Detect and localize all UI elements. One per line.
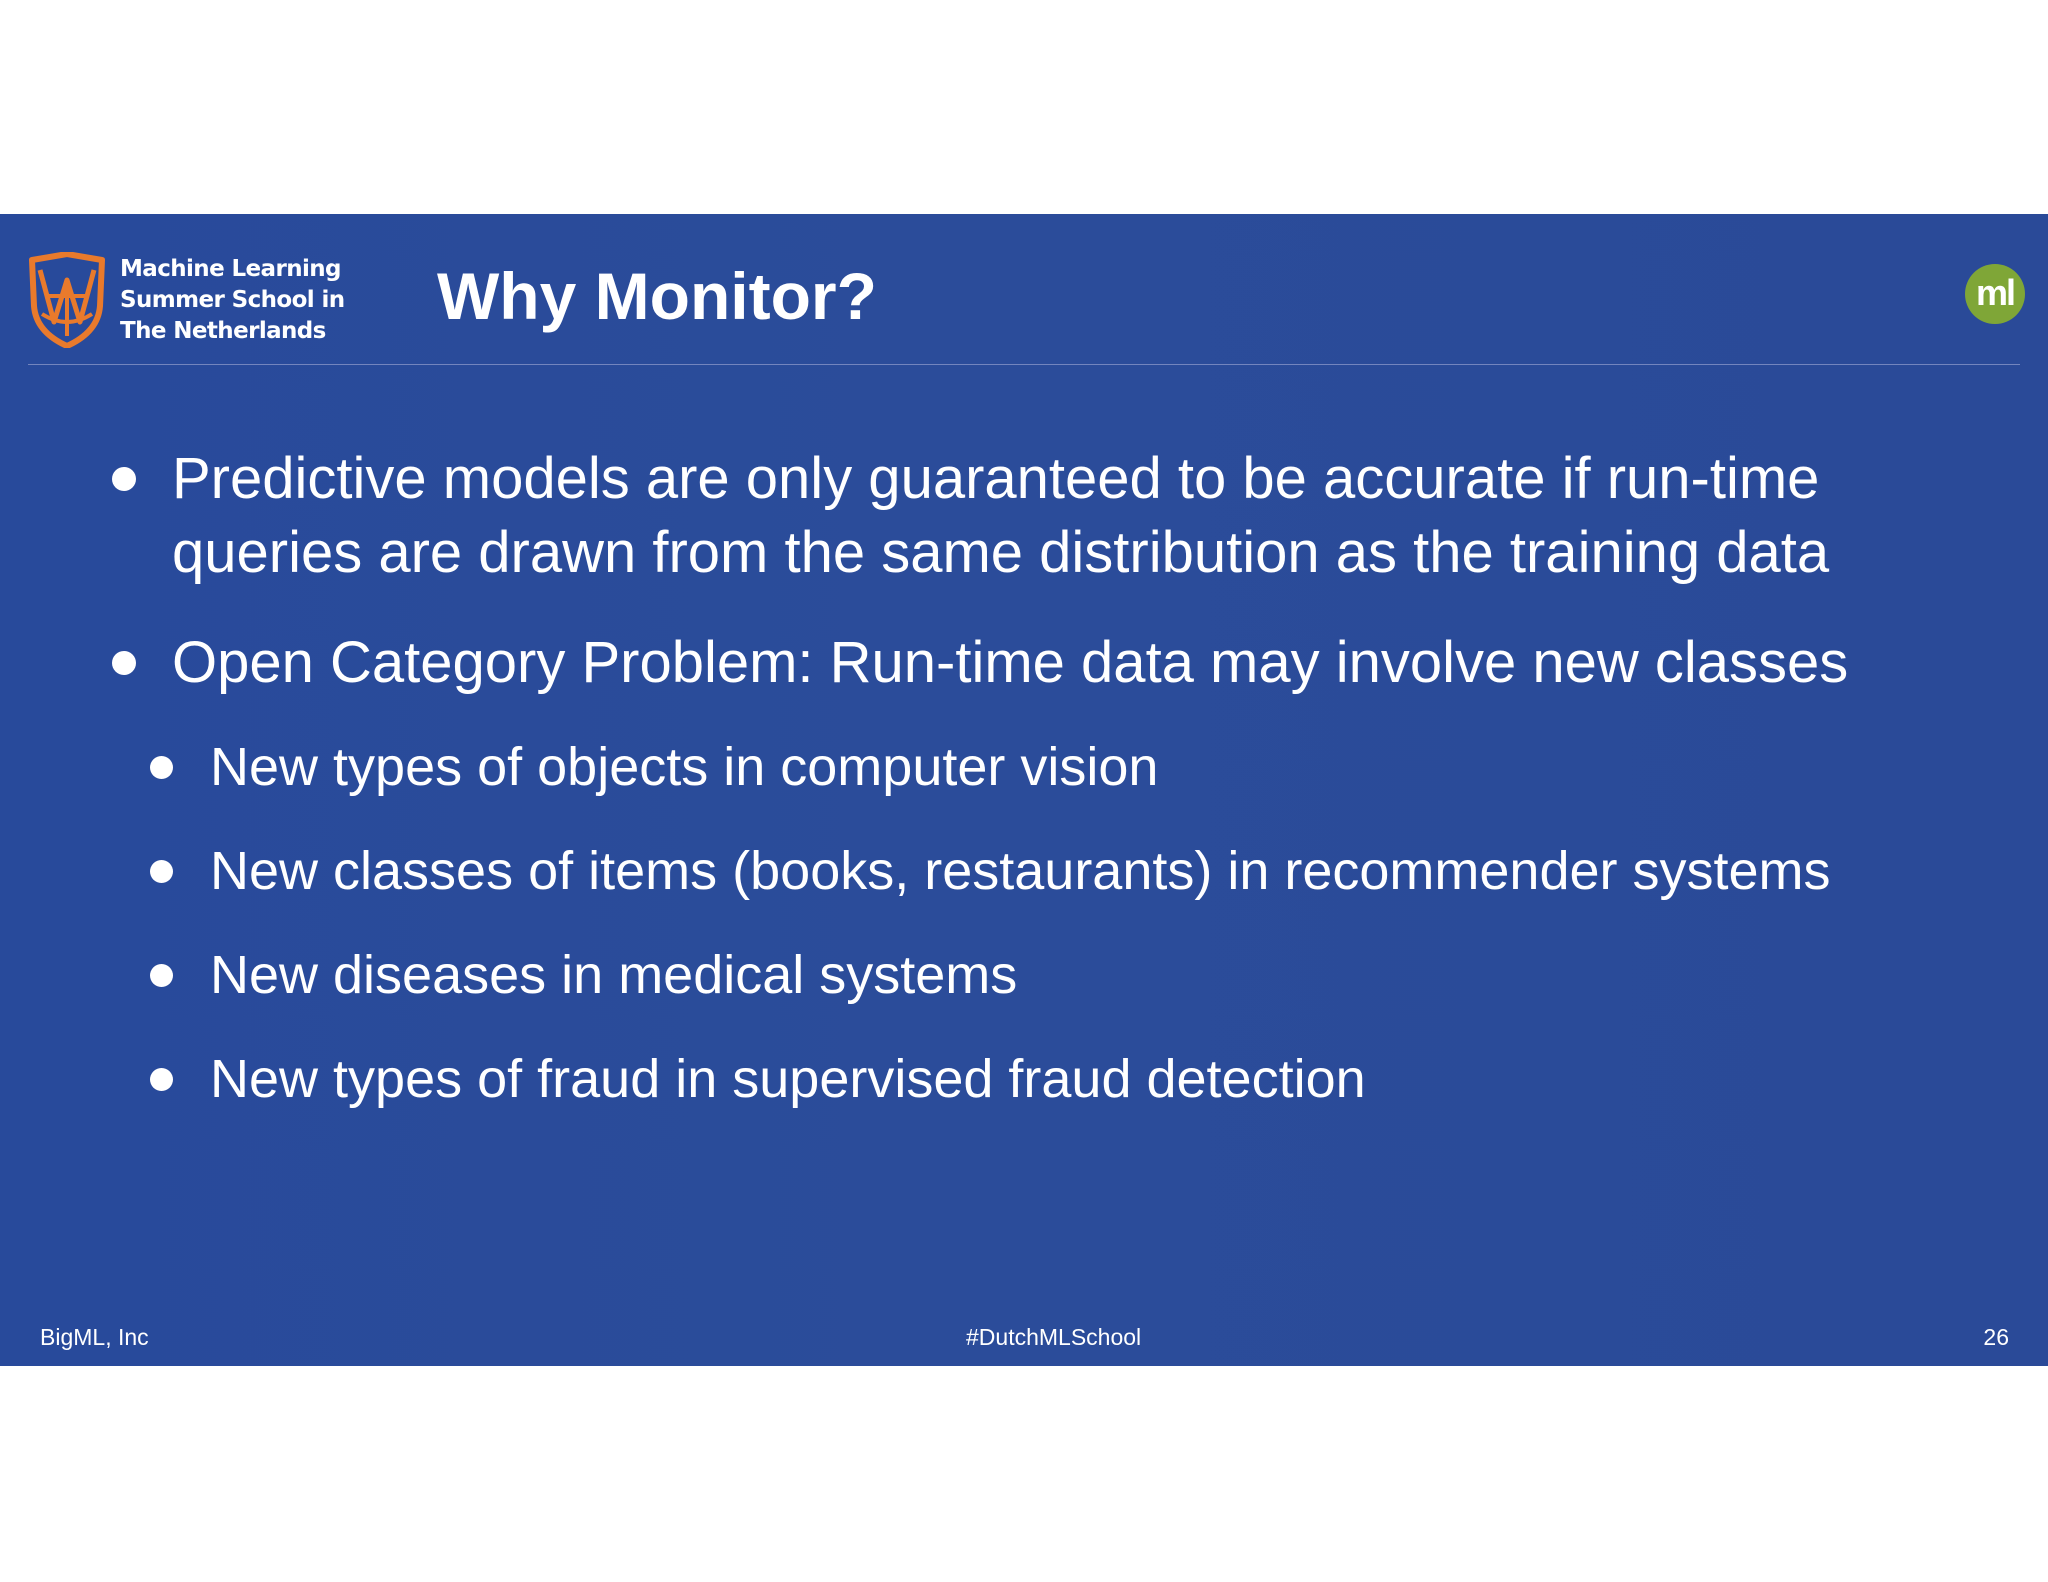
bullet-dot-icon	[150, 860, 173, 883]
bullet-item-continuation	[172, 516, 1829, 590]
bullet-text: New diseases in medical systems	[210, 945, 1018, 1005]
bullet-text: New classes of items (books, restaurants) in recommender systems	[210, 841, 1831, 901]
sub-bullet-item	[210, 1044, 1366, 1114]
logo-line-2: Summer School in	[120, 287, 345, 313]
sub-bullet-item	[210, 732, 1158, 802]
bullet-text: queries are drawn from the same distribution as the training data	[172, 520, 1830, 585]
sub-bullet-item	[210, 940, 1017, 1010]
logo-line-3: The Netherlands	[120, 318, 326, 344]
shield-logo-icon	[28, 252, 106, 348]
bullet-dot-icon	[150, 756, 173, 779]
footer-company: BigML, Inc	[40, 1324, 149, 1350]
bullet-dot-icon	[112, 651, 136, 675]
sub-bullet-item	[210, 836, 1831, 906]
bullet-dot-icon	[112, 467, 136, 491]
logo-text	[120, 254, 345, 347]
school-logo	[28, 252, 345, 352]
slide	[0, 214, 2048, 1366]
bullet-text: New types of objects in computer vision	[210, 737, 1159, 797]
logo-line-1: Machine Learning	[120, 256, 341, 282]
bullet-dot-icon	[150, 1068, 173, 1091]
bullet-item	[172, 442, 1819, 516]
bullet-dot-icon	[150, 964, 173, 987]
bullet-text: New types of fraud in supervised fraud detection	[210, 1049, 1366, 1109]
slide-title: Why Monitor?	[437, 259, 877, 333]
bullet-text: Open Category Problem: Run-time data may involve new classes	[172, 630, 1849, 695]
slide-number: 26	[1983, 1324, 2009, 1350]
footer-hashtag: #DutchMLSchool	[966, 1324, 1142, 1350]
bullet-item	[172, 626, 1848, 700]
bullet-text: Predictive models are only guaranteed to be accurate if run-time	[172, 446, 1820, 511]
header-divider	[28, 364, 2020, 365]
ml-logo-icon: ml	[1965, 264, 2025, 324]
